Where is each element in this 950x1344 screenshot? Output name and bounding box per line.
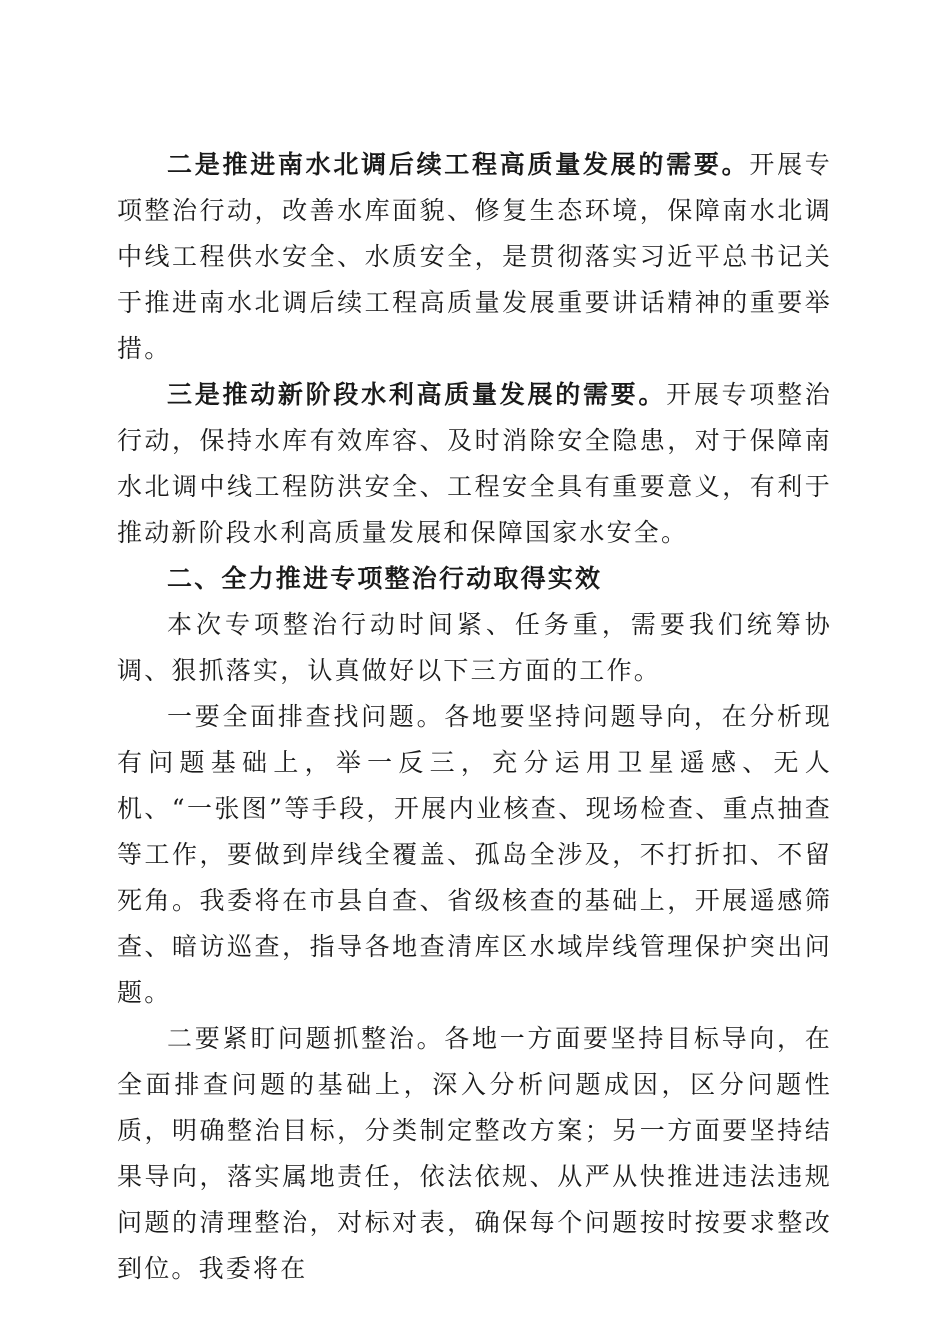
paragraph-text: 开展专项整治行动，保持水库有效库容、及时消除安全隐患，对于保障南水北调中线工程防洪安全、工程安全具有重要意义，有利于推动新阶段水利高质量发展和保障国家水安全。 (117, 380, 832, 547)
paragraph-second-need (117, 142, 832, 372)
document-body (117, 142, 832, 1292)
section-heading: 二、全力推进专项整治行动取得实效 (167, 564, 603, 593)
paragraph-task-one: 一要全面排查找问题。各地要坚持问题导向，在分析现有问题基础上，举一反三，充分运用卫星遥感、无人机、“一张图”等手段，开展内业核查、现场检查、重点抽查等工作，要做到岸线全覆盖、孤岛全涉及，不打折扣、不留死角。我委将在市县自查、省级核查的基础上，开展遥感筛查、暗访巡查，指导各地查清库区水域岸线管理保护突出问题。 (117, 702, 832, 1007)
paragraph-task-two: 二要紧盯问题抓整治。各地一方面要坚持目标导向，在全面排查问题的基础上，深入分析问题成因，区分问题性质，明确整治目标，分类制定整改方案；另一方面要坚持结果导向，落实属地责任，依法依规、从严从快推进违法违规问题的清理整治，对标对表，确保每个问题按时按要求整改到位。我委将在 (117, 1024, 832, 1283)
paragraph-text: 开展专项整治行动，改善水库面貌、修复生态环境，保障南水北调中线工程供水安全、水质安全，是贯彻落实习近平总书记关于推进南水北调后续工程高质量发展重要讲话精神的重要举措。 (117, 150, 833, 363)
paragraph-third-need (117, 372, 832, 556)
paragraph-lead: 三是推动新阶段水利高质量发展的需要。 (167, 380, 667, 409)
paragraph-intro: 本次专项整治行动时间紧、任务重，需要我们统筹协调、狠抓落实，认真做好以下三方面的工作。 (117, 610, 832, 685)
paragraph-lead: 二是推进南水北调后续工程高质量发展的需要。 (167, 150, 750, 179)
